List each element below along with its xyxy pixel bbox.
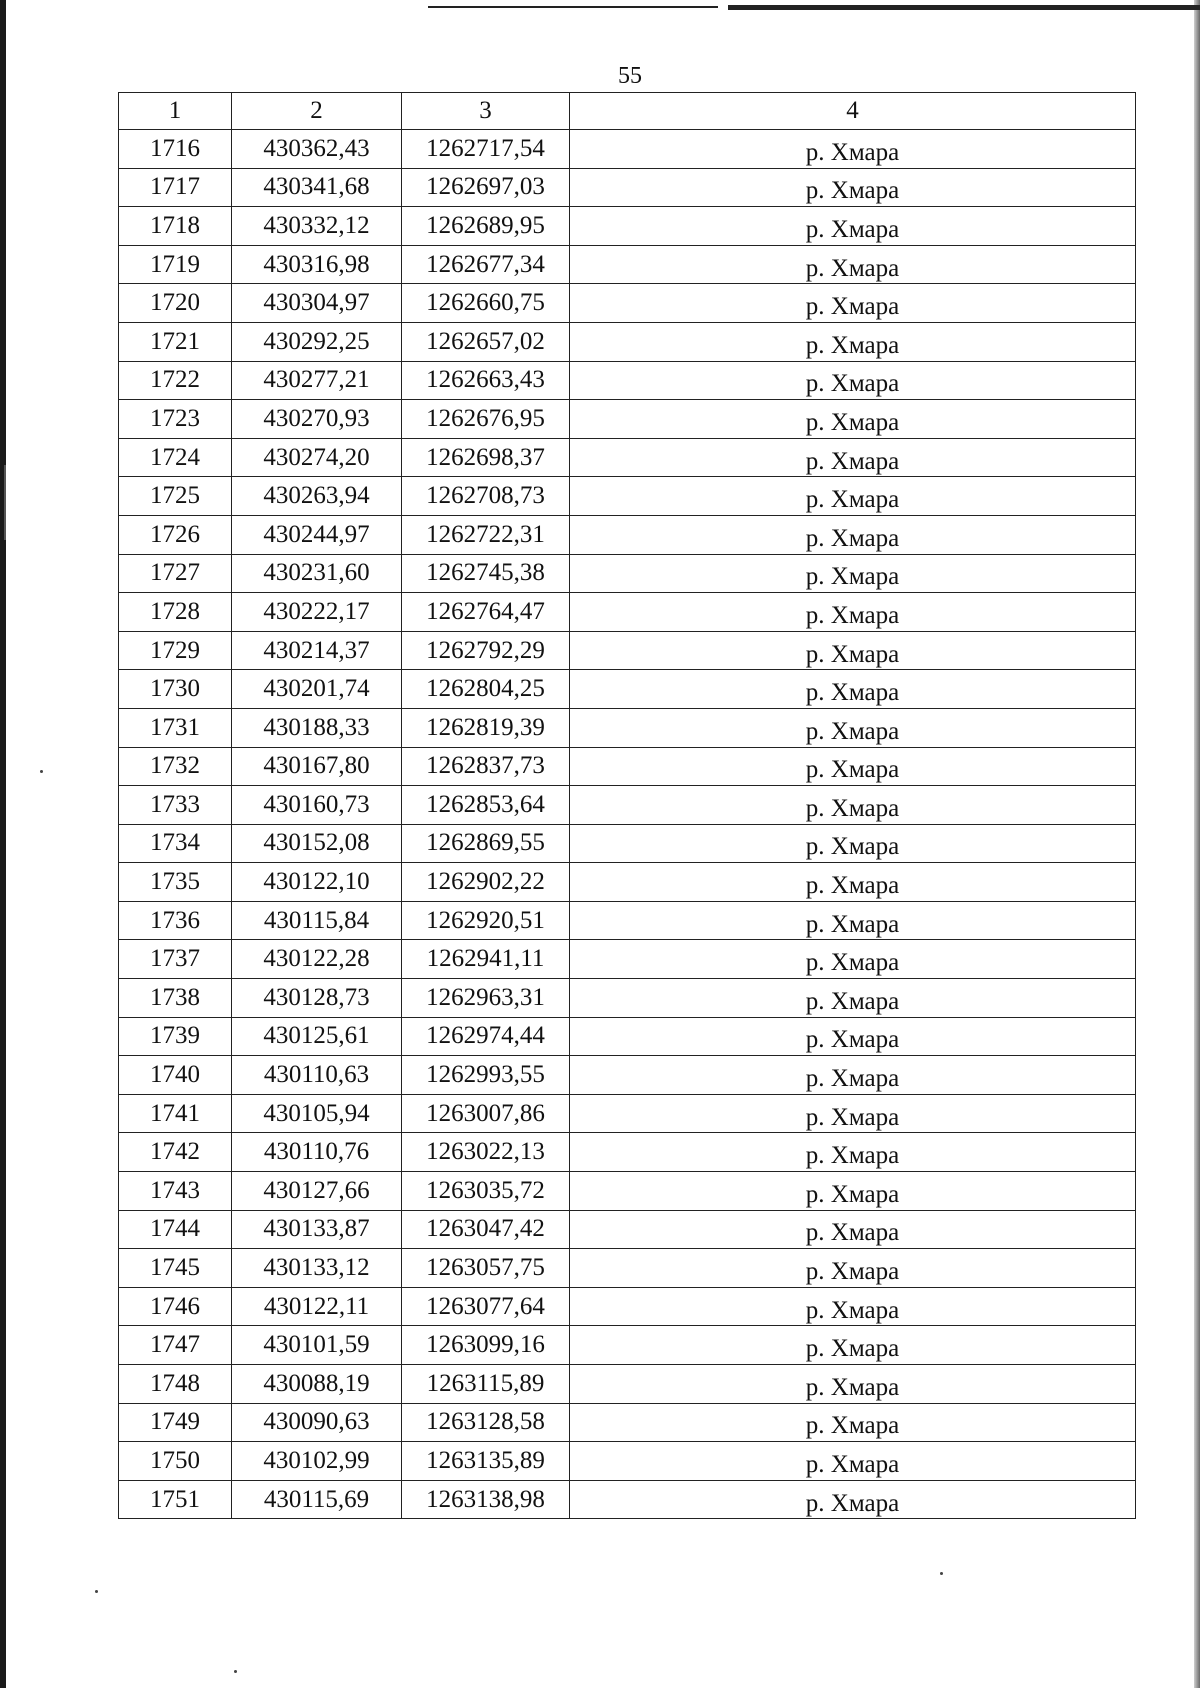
description-cell: [570, 477, 1136, 516]
table-row: [119, 824, 1136, 863]
river-name: р. Хмара: [805, 1065, 900, 1093]
y-coordinate-cell: 1263099,16: [402, 1326, 570, 1365]
description-cell: [570, 901, 1136, 940]
x-coordinate-cell: 430133,87: [232, 1210, 402, 1249]
table-row: [119, 1133, 1136, 1172]
y-coordinate-cell: 1263128,58: [402, 1403, 570, 1442]
point-number-cell: 1736: [119, 901, 232, 940]
river-name: р. Хмара: [805, 370, 900, 398]
table-row: [119, 786, 1136, 825]
coordinates-table: [118, 92, 1136, 1519]
point-number-cell: 1727: [119, 554, 232, 593]
table-row: [119, 708, 1136, 747]
description-cell: [570, 1210, 1136, 1249]
point-number-cell: 1718: [119, 207, 232, 246]
river-name: р. Хмара: [805, 987, 900, 1015]
point-number-cell: 1719: [119, 245, 232, 284]
river-name: р. Хмара: [805, 1296, 900, 1324]
river-name: р. Хмара: [805, 138, 900, 166]
table-row: [119, 477, 1136, 516]
y-coordinate-cell: 1262941,11: [402, 940, 570, 979]
x-coordinate-cell: 430110,76: [232, 1133, 402, 1172]
description-cell: [570, 708, 1136, 747]
river-name: р. Хмара: [805, 910, 900, 938]
x-coordinate-cell: 430122,11: [232, 1287, 402, 1326]
point-number-cell: 1748: [119, 1365, 232, 1404]
page-number: 55: [618, 63, 642, 89]
river-name: р. Хмара: [805, 1258, 900, 1286]
description-cell: [570, 1056, 1136, 1095]
table-row: [119, 670, 1136, 709]
table-row: [119, 940, 1136, 979]
column-header-x: 2: [232, 93, 402, 130]
description-cell: [570, 245, 1136, 284]
x-coordinate-cell: 430088,19: [232, 1365, 402, 1404]
point-number-cell: 1723: [119, 400, 232, 439]
description-cell: [570, 207, 1136, 246]
y-coordinate-cell: 1262920,51: [402, 901, 570, 940]
table-row: [119, 130, 1136, 169]
point-number-cell: 1720: [119, 284, 232, 323]
point-number-cell: 1732: [119, 747, 232, 786]
column-header-number: 1: [119, 93, 232, 130]
x-coordinate-cell: 430133,12: [232, 1249, 402, 1288]
description-cell: [570, 1287, 1136, 1326]
scan-dot: [40, 770, 43, 773]
table-row: [119, 1210, 1136, 1249]
table-row: [119, 438, 1136, 477]
x-coordinate-cell: 430292,25: [232, 322, 402, 361]
scan-left-edge: [0, 0, 6, 1688]
description-cell: [570, 1365, 1136, 1404]
y-coordinate-cell: 1262708,73: [402, 477, 570, 516]
y-coordinate-cell: 1263035,72: [402, 1172, 570, 1211]
table-row: [119, 207, 1136, 246]
river-name: р. Хмара: [805, 949, 900, 977]
table-row: [119, 400, 1136, 439]
point-number-cell: 1724: [119, 438, 232, 477]
x-coordinate-cell: 430128,73: [232, 979, 402, 1018]
description-cell: [570, 824, 1136, 863]
point-number-cell: 1725: [119, 477, 232, 516]
point-number-cell: 1751: [119, 1480, 232, 1519]
x-coordinate-cell: 430222,17: [232, 593, 402, 632]
river-name: р. Хмара: [805, 756, 900, 784]
table-row: [119, 1094, 1136, 1133]
x-coordinate-cell: 430304,97: [232, 284, 402, 323]
description-cell: [570, 979, 1136, 1018]
table-row: [119, 284, 1136, 323]
description-cell: [570, 1442, 1136, 1481]
table-row: [119, 168, 1136, 207]
x-coordinate-cell: 430115,69: [232, 1480, 402, 1519]
point-number-cell: 1733: [119, 786, 232, 825]
point-number-cell: 1735: [119, 863, 232, 902]
x-coordinate-cell: 430214,37: [232, 631, 402, 670]
description-cell: [570, 863, 1136, 902]
description-cell: [570, 1133, 1136, 1172]
y-coordinate-cell: 1262676,95: [402, 400, 570, 439]
point-number-cell: 1721: [119, 322, 232, 361]
x-coordinate-cell: 430362,43: [232, 130, 402, 169]
scan-top-line: [728, 5, 1200, 10]
river-name: р. Хмара: [805, 679, 900, 707]
scan-right-edge: [1194, 0, 1200, 1688]
table-row: [119, 593, 1136, 632]
description-cell: [570, 1480, 1136, 1519]
table-header-row: [119, 93, 1136, 130]
table-row: [119, 1287, 1136, 1326]
y-coordinate-cell: 1262689,95: [402, 207, 570, 246]
x-coordinate-cell: 430125,61: [232, 1017, 402, 1056]
river-name: р. Хмара: [805, 1180, 900, 1208]
point-number-cell: 1738: [119, 979, 232, 1018]
x-coordinate-cell: 430160,73: [232, 786, 402, 825]
table-row: [119, 1480, 1136, 1519]
river-name: р. Хмара: [805, 1219, 900, 1247]
scan-side-mark: [4, 465, 6, 540]
x-coordinate-cell: 430244,97: [232, 515, 402, 554]
table-row: [119, 361, 1136, 400]
description-cell: [570, 747, 1136, 786]
y-coordinate-cell: 1263077,64: [402, 1287, 570, 1326]
scan-top-line: [428, 6, 718, 8]
point-number-cell: 1747: [119, 1326, 232, 1365]
x-coordinate-cell: 430277,21: [232, 361, 402, 400]
column-header-description: 4: [570, 93, 1136, 130]
y-coordinate-cell: 1262697,03: [402, 168, 570, 207]
x-coordinate-cell: 430090,63: [232, 1403, 402, 1442]
table-row: [119, 1403, 1136, 1442]
table-row: [119, 1249, 1136, 1288]
x-coordinate-cell: 430274,20: [232, 438, 402, 477]
river-name: р. Хмара: [805, 524, 900, 552]
river-name: р. Хмара: [805, 794, 900, 822]
y-coordinate-cell: 1262902,22: [402, 863, 570, 902]
table-row: [119, 863, 1136, 902]
table-row: [119, 1017, 1136, 1056]
river-name: р. Хмара: [805, 1412, 900, 1440]
y-coordinate-cell: 1263135,89: [402, 1442, 570, 1481]
x-coordinate-cell: 430152,08: [232, 824, 402, 863]
y-coordinate-cell: 1262819,39: [402, 708, 570, 747]
point-number-cell: 1740: [119, 1056, 232, 1095]
description-cell: [570, 322, 1136, 361]
description-cell: [570, 670, 1136, 709]
y-coordinate-cell: 1262804,25: [402, 670, 570, 709]
river-name: р. Хмара: [805, 717, 900, 745]
x-coordinate-cell: 430231,60: [232, 554, 402, 593]
scan-dot: [95, 1590, 98, 1593]
river-name: р. Хмара: [805, 1489, 900, 1517]
point-number-cell: 1729: [119, 631, 232, 670]
table-row: [119, 979, 1136, 1018]
x-coordinate-cell: 430188,33: [232, 708, 402, 747]
description-cell: [570, 554, 1136, 593]
point-number-cell: 1734: [119, 824, 232, 863]
y-coordinate-cell: 1263138,98: [402, 1480, 570, 1519]
river-name: р. Хмара: [805, 1103, 900, 1131]
y-coordinate-cell: 1262869,55: [402, 824, 570, 863]
table-row: [119, 245, 1136, 284]
table-row: [119, 554, 1136, 593]
point-number-cell: 1730: [119, 670, 232, 709]
description-cell: [570, 1172, 1136, 1211]
point-number-cell: 1742: [119, 1133, 232, 1172]
river-name: р. Хмара: [805, 293, 900, 321]
y-coordinate-cell: 1262974,44: [402, 1017, 570, 1056]
y-coordinate-cell: 1262657,02: [402, 322, 570, 361]
y-coordinate-cell: 1262660,75: [402, 284, 570, 323]
x-coordinate-cell: 430101,59: [232, 1326, 402, 1365]
description-cell: [570, 1326, 1136, 1365]
x-coordinate-cell: 430263,94: [232, 477, 402, 516]
description-cell: [570, 593, 1136, 632]
x-coordinate-cell: 430105,94: [232, 1094, 402, 1133]
table-row: [119, 1056, 1136, 1095]
river-name: р. Хмара: [805, 408, 900, 436]
y-coordinate-cell: 1262792,29: [402, 631, 570, 670]
table-row: [119, 1172, 1136, 1211]
scan-dot: [234, 1670, 237, 1673]
river-name: р. Хмара: [805, 215, 900, 243]
y-coordinate-cell: 1262722,31: [402, 515, 570, 554]
x-coordinate-cell: 430341,68: [232, 168, 402, 207]
description-cell: [570, 940, 1136, 979]
table-row: [119, 515, 1136, 554]
river-name: р. Хмара: [805, 447, 900, 475]
table-body: [119, 130, 1136, 1519]
y-coordinate-cell: 1263047,42: [402, 1210, 570, 1249]
point-number-cell: 1744: [119, 1210, 232, 1249]
x-coordinate-cell: 430115,84: [232, 901, 402, 940]
table-row: [119, 1365, 1136, 1404]
x-coordinate-cell: 430127,66: [232, 1172, 402, 1211]
river-name: р. Хмара: [805, 1450, 900, 1478]
description-cell: [570, 168, 1136, 207]
point-number-cell: 1749: [119, 1403, 232, 1442]
x-coordinate-cell: 430270,93: [232, 400, 402, 439]
x-coordinate-cell: 430167,80: [232, 747, 402, 786]
point-number-cell: 1717: [119, 168, 232, 207]
point-number-cell: 1728: [119, 593, 232, 632]
y-coordinate-cell: 1263007,86: [402, 1094, 570, 1133]
y-coordinate-cell: 1262677,34: [402, 245, 570, 284]
description-cell: [570, 631, 1136, 670]
y-coordinate-cell: 1263057,75: [402, 1249, 570, 1288]
description-cell: [570, 1017, 1136, 1056]
y-coordinate-cell: 1262764,47: [402, 593, 570, 632]
x-coordinate-cell: 430110,63: [232, 1056, 402, 1095]
river-name: р. Хмара: [805, 1373, 900, 1401]
y-coordinate-cell: 1262993,55: [402, 1056, 570, 1095]
river-name: р. Хмара: [805, 640, 900, 668]
x-coordinate-cell: 430122,10: [232, 863, 402, 902]
y-coordinate-cell: 1262663,43: [402, 361, 570, 400]
river-name: р. Хмара: [805, 1335, 900, 1363]
river-name: р. Хмара: [805, 563, 900, 591]
point-number-cell: 1737: [119, 940, 232, 979]
y-coordinate-cell: 1262837,73: [402, 747, 570, 786]
river-name: р. Хмара: [805, 1142, 900, 1170]
description-cell: [570, 284, 1136, 323]
column-header-y: 3: [402, 93, 570, 130]
point-number-cell: 1750: [119, 1442, 232, 1481]
y-coordinate-cell: 1262853,64: [402, 786, 570, 825]
river-name: р. Хмара: [805, 1026, 900, 1054]
point-number-cell: 1746: [119, 1287, 232, 1326]
x-coordinate-cell: 430102,99: [232, 1442, 402, 1481]
description-cell: [570, 130, 1136, 169]
y-coordinate-cell: 1263115,89: [402, 1365, 570, 1404]
river-name: р. Хмара: [805, 177, 900, 205]
y-coordinate-cell: 1262963,31: [402, 979, 570, 1018]
description-cell: [570, 515, 1136, 554]
description-cell: [570, 400, 1136, 439]
x-coordinate-cell: 430201,74: [232, 670, 402, 709]
point-number-cell: 1716: [119, 130, 232, 169]
scan-dot: [940, 1572, 943, 1575]
description-cell: [570, 1094, 1136, 1133]
description-cell: [570, 438, 1136, 477]
river-name: р. Хмара: [805, 254, 900, 282]
x-coordinate-cell: 430316,98: [232, 245, 402, 284]
x-coordinate-cell: 430122,28: [232, 940, 402, 979]
description-cell: [570, 786, 1136, 825]
river-name: р. Хмара: [805, 872, 900, 900]
point-number-cell: 1745: [119, 1249, 232, 1288]
river-name: р. Хмара: [805, 331, 900, 359]
table-row: [119, 1442, 1136, 1481]
y-coordinate-cell: 1262745,38: [402, 554, 570, 593]
table-row: [119, 1326, 1136, 1365]
y-coordinate-cell: 1262717,54: [402, 130, 570, 169]
description-cell: [570, 361, 1136, 400]
x-coordinate-cell: 430332,12: [232, 207, 402, 246]
river-name: р. Хмара: [805, 601, 900, 629]
river-name: р. Хмара: [805, 486, 900, 514]
point-number-cell: 1731: [119, 708, 232, 747]
point-number-cell: 1739: [119, 1017, 232, 1056]
point-number-cell: 1741: [119, 1094, 232, 1133]
y-coordinate-cell: 1263022,13: [402, 1133, 570, 1172]
table-row: [119, 901, 1136, 940]
river-name: р. Хмара: [805, 833, 900, 861]
point-number-cell: 1743: [119, 1172, 232, 1211]
description-cell: [570, 1403, 1136, 1442]
point-number-cell: 1726: [119, 515, 232, 554]
table-row: [119, 631, 1136, 670]
table-row: [119, 322, 1136, 361]
y-coordinate-cell: 1262698,37: [402, 438, 570, 477]
table-row: [119, 747, 1136, 786]
description-cell: [570, 1249, 1136, 1288]
point-number-cell: 1722: [119, 361, 232, 400]
